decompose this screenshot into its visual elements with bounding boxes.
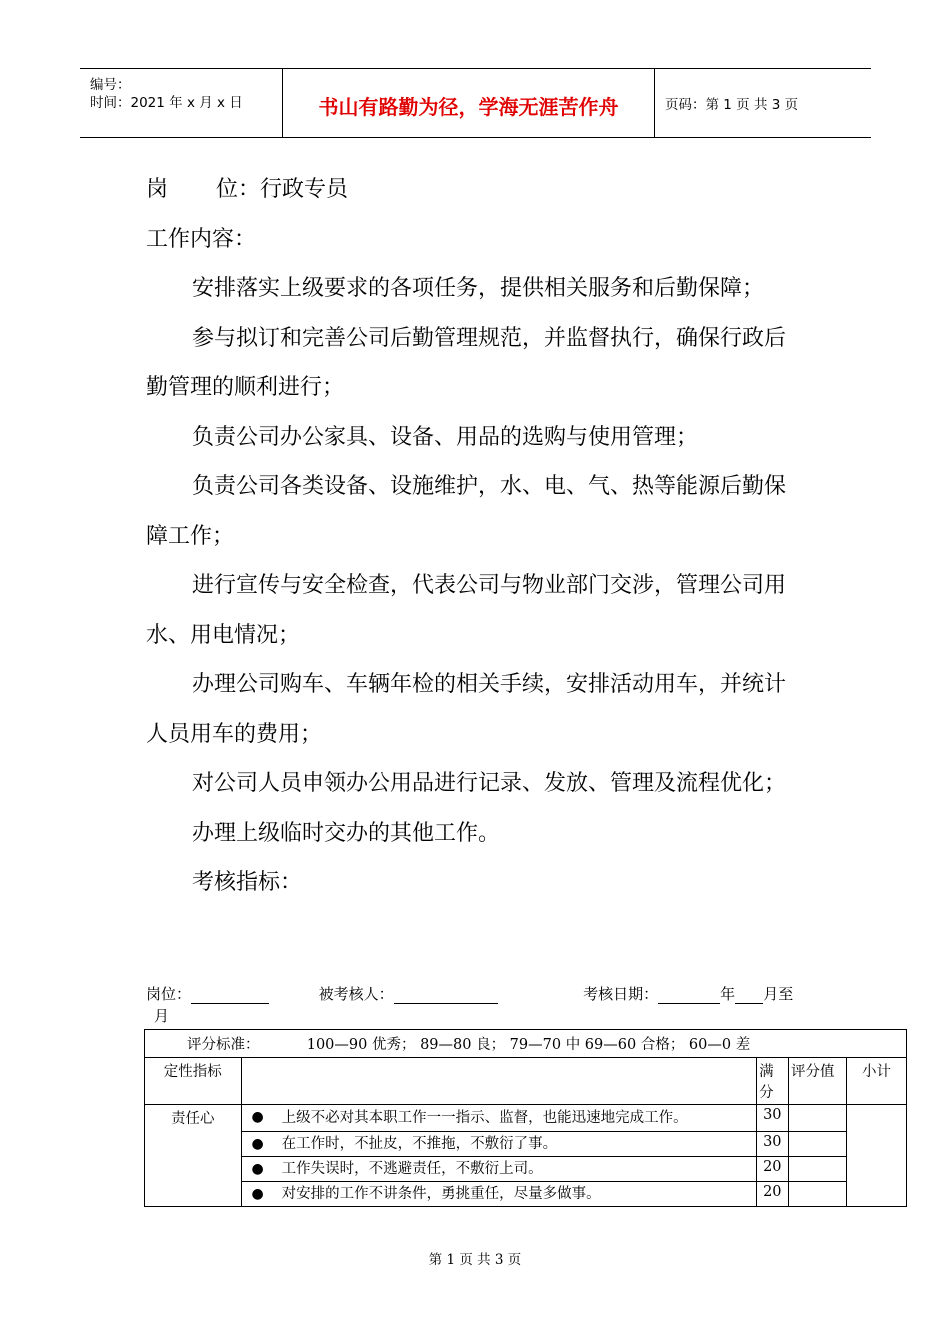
- post-field[interactable]: [191, 989, 269, 1004]
- table-header-row: [145, 1058, 907, 1105]
- paragraph: 对公司人员申领办公用品进行记录、发放、管理及流程优化；: [192, 771, 787, 796]
- table-row: [145, 1182, 907, 1207]
- score-value-cell[interactable]: [789, 1105, 847, 1132]
- category-cell: 责任心: [145, 1105, 242, 1207]
- paragraph: 办理上级临时交办的其他工作。: [192, 820, 501, 846]
- position-label: 岗: [146, 177, 169, 202]
- assessment-info: [146, 983, 826, 1027]
- scale-levels: 100—90 优秀； 89—80 良； 79—70 中 69—60 合格； 60—0 差: [306, 1037, 751, 1053]
- table-row: [145, 1105, 907, 1132]
- header-subtotal: 小计: [846, 1058, 906, 1105]
- paragraph: 办理公司购车、车辆年检的相关手续，安排活动用车，并统计人员用车的费用；: [146, 672, 787, 747]
- bullet-icon: ●: [251, 1186, 264, 1202]
- month-to-label: 月至: [763, 985, 794, 1003]
- page-footer: 第 1 页 共 3 页: [428, 1252, 522, 1268]
- year-label: 年: [720, 985, 736, 1003]
- criterion-text: 工作失误时，不逃避责任，不敷衍上司。: [281, 1161, 543, 1177]
- score-value-cell[interactable]: [789, 1157, 847, 1182]
- scale-label: 评分标准：: [187, 1037, 260, 1053]
- full-score-cell: 20: [757, 1182, 789, 1207]
- bullet-icon: ●: [251, 1136, 264, 1152]
- header-score-value: 评分值: [789, 1058, 847, 1105]
- examinee-label: 被考核人：: [318, 985, 394, 1003]
- full-score-cell: 30: [757, 1132, 789, 1157]
- date-label: 考核日期：: [583, 985, 659, 1003]
- criterion-text: 上级不必对其本职工作一一指示、监督，也能迅速地完成工作。: [281, 1110, 688, 1126]
- scale-row: [145, 1030, 907, 1058]
- month-field[interactable]: [735, 989, 763, 1004]
- full-score-cell: 30: [757, 1105, 789, 1132]
- header-motto-cell: [283, 69, 655, 137]
- score-value-cell[interactable]: [789, 1182, 847, 1207]
- subtotal-cell[interactable]: [846, 1105, 906, 1207]
- examinee-field[interactable]: [394, 989, 498, 1004]
- paragraph: 负责公司各类设备、设施维护，水、电、气、热等能源后勤保障工作；: [146, 474, 787, 549]
- section-heading: 考核指标：: [192, 870, 303, 895]
- table-row: [145, 1132, 907, 1157]
- post-label: 岗位：: [146, 985, 192, 1003]
- header-qualitative: 定性指标: [145, 1058, 242, 1105]
- header-blank: [241, 1058, 756, 1105]
- bullet-icon: ●: [251, 1109, 264, 1125]
- criterion-text: 对安排的工作不讲条件，勇挑重任，尽量多做事。: [281, 1186, 601, 1202]
- work-content-label: 工作内容：: [146, 226, 257, 252]
- code-label: 编号：: [90, 77, 131, 93]
- year-field[interactable]: [658, 989, 720, 1004]
- full-score-cell: 20: [757, 1157, 789, 1182]
- document-body: [146, 165, 806, 908]
- table-row: [145, 1157, 907, 1182]
- header-page-cell: [655, 69, 871, 137]
- month-label: 月: [154, 1007, 170, 1025]
- header-full-score: 满分: [757, 1058, 789, 1105]
- header-meta-cell: [80, 69, 283, 137]
- position-value: 位：行政专员: [216, 177, 349, 202]
- score-value-cell[interactable]: [789, 1132, 847, 1157]
- criterion-text: 在工作时，不扯皮，不推拖，不敷衍了事。: [281, 1136, 558, 1152]
- position-line: [146, 165, 806, 215]
- motto: 书山有路勤为径，学海无涯苦作舟: [318, 95, 619, 119]
- paragraph: 安排落实上级要求的各项任务，提供相关服务和后勤保障；: [192, 276, 765, 301]
- time-label: 时间：2021 年 x 月 x 日: [90, 95, 243, 111]
- paragraph: 参与拟订和完善公司后勤管理规范，并监督执行，确保行政后勤管理的顺利进行；: [146, 325, 787, 400]
- assessment-table: [144, 1029, 907, 1207]
- bullet-icon: ●: [251, 1161, 264, 1177]
- page-header: [80, 68, 871, 138]
- page-label: 页码：第 1 页 共 3 页: [665, 97, 799, 113]
- paragraph: 进行宣传与安全检查，代表公司与物业部门交涉，管理公司用水、用电情况；: [146, 573, 787, 648]
- paragraph: 负责公司办公家具、设备、用品的选购与使用管理；: [192, 424, 699, 450]
